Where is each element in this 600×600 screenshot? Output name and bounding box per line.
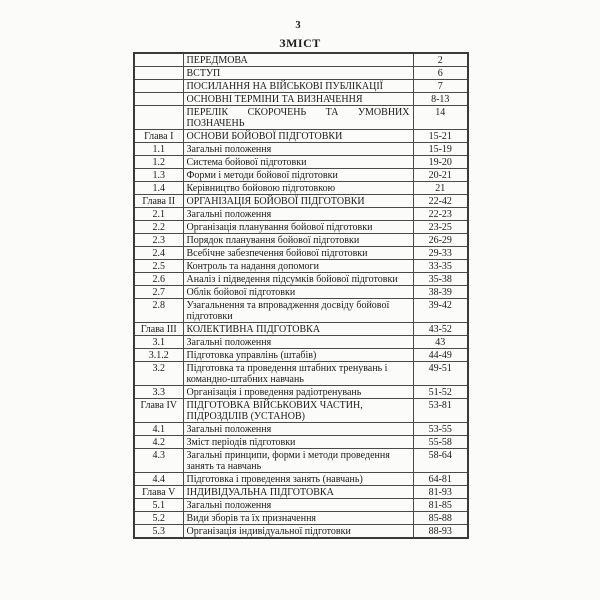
toc-row-pages: 14: [413, 106, 468, 130]
toc-row-pages: 81-93: [413, 486, 468, 499]
toc-row: [134, 53, 468, 67]
toc-row-num: 3.3: [134, 386, 183, 399]
toc-row-num: 5.2: [134, 512, 183, 525]
toc-row-num: 2.7: [134, 286, 183, 299]
toc-row-pages: 8-13: [413, 93, 468, 106]
toc-row: [134, 143, 468, 156]
toc-row: [134, 449, 468, 473]
toc-row-pages: 22-42: [413, 195, 468, 208]
toc-row: [134, 423, 468, 436]
toc-row-pages: 43: [413, 336, 468, 349]
toc-row-pages: 21: [413, 182, 468, 195]
toc-row-title: ОСНОВИ БОЙОВОЇ ПІДГОТОВКИ: [183, 130, 413, 143]
toc-row-num: 1.2: [134, 156, 183, 169]
toc-row-num: 3.1: [134, 336, 183, 349]
toc-row: [134, 221, 468, 234]
toc-row: [134, 336, 468, 349]
toc-row: [134, 525, 468, 539]
toc-row-pages: 85-88: [413, 512, 468, 525]
toc-row-num: 4.1: [134, 423, 183, 436]
toc-row-pages: 53-55: [413, 423, 468, 436]
toc-row-num: 2.1: [134, 208, 183, 221]
toc-row-title: Контроль та надання допомоги: [183, 260, 413, 273]
toc-row: [134, 473, 468, 486]
toc-row: [134, 486, 468, 499]
toc-row: [134, 286, 468, 299]
toc-row: [134, 260, 468, 273]
toc-row: [134, 399, 468, 423]
toc-row-num: Глава I: [134, 130, 183, 143]
toc-row: [134, 386, 468, 399]
toc-row-num: 3.2: [134, 362, 183, 386]
toc-row-title: ПІДГОТОВКА ВІЙСЬКОВИХ ЧАСТИН, ПІДРОЗДІЛІВ (УСТАНОВ): [183, 399, 413, 423]
toc-row-num: 1.1: [134, 143, 183, 156]
toc-row-pages: 38-39: [413, 286, 468, 299]
toc-row-pages: 15-21: [413, 130, 468, 143]
toc-row-title: КОЛЕКТИВНА ПІДГОТОВКА: [183, 323, 413, 336]
toc-row-pages: 55-58: [413, 436, 468, 449]
toc-row-title: ПЕРЕЛІК СКОРОЧЕНЬ ТА УМОВНИХ ПОЗНАЧЕНЬ: [183, 106, 413, 130]
toc-row-pages: 22-23: [413, 208, 468, 221]
toc-row-title: Загальні положення: [183, 143, 413, 156]
toc-row-pages: 7: [413, 80, 468, 93]
toc-row-num: 1.4: [134, 182, 183, 195]
toc-row-title: Підготовка та проведення штабних тренувань і командно-штабних навчань: [183, 362, 413, 386]
toc-row-num: Глава II: [134, 195, 183, 208]
toc-row-title: Узагальнення та впровадження досвіду бойової підготовки: [183, 299, 413, 323]
toc-row-title: ПОСИЛАННЯ НА ВІЙСЬКОВІ ПУБЛІКАЦІЇ: [183, 80, 413, 93]
toc-body: [134, 53, 468, 538]
toc-row-title: Порядок планування бойової підготовки: [183, 234, 413, 247]
toc-row-pages: 53-81: [413, 399, 468, 423]
toc-row-num: [134, 93, 183, 106]
toc-heading: ЗМІСТ: [279, 36, 321, 50]
toc-row-title: Зміст періодів підготовки: [183, 436, 413, 449]
toc-row-title: Форми і методи бойової підготовки: [183, 169, 413, 182]
toc-row-num: 2.4: [134, 247, 183, 260]
toc-row-num: 2.8: [134, 299, 183, 323]
toc-row: [134, 362, 468, 386]
toc-row-pages: 58-64: [413, 449, 468, 473]
toc-row-num: 5.1: [134, 499, 183, 512]
toc-row-num: 2.5: [134, 260, 183, 273]
toc-table: [133, 52, 469, 539]
toc-row-num: 2.2: [134, 221, 183, 234]
toc-row: [134, 273, 468, 286]
toc-row-pages: 49-51: [413, 362, 468, 386]
toc-row: [134, 436, 468, 449]
toc-row-title: Підготовка управлінь (штабів): [183, 349, 413, 362]
toc-row-pages: 29-33: [413, 247, 468, 260]
toc-row-title: Загальні положення: [183, 336, 413, 349]
toc-row-num: 4.2: [134, 436, 183, 449]
toc-row: [134, 182, 468, 195]
toc-row-pages: 88-93: [413, 525, 468, 539]
toc-row-num: [134, 106, 183, 130]
toc-row: [134, 349, 468, 362]
toc-row-pages: 23-25: [413, 221, 468, 234]
toc-row: [134, 67, 468, 80]
toc-row-num: [134, 53, 183, 67]
toc-row-num: [134, 80, 183, 93]
toc-row-num: [134, 67, 183, 80]
toc-row: [134, 106, 468, 130]
toc-row-num: 3.1.2: [134, 349, 183, 362]
toc-row-pages: 39-42: [413, 299, 468, 323]
toc-row-title: Загальні принципи, форми і методи проведення занять та навчань: [183, 449, 413, 473]
toc-row: [134, 512, 468, 525]
toc-row-pages: 64-81: [413, 473, 468, 486]
toc-row: [134, 80, 468, 93]
toc-row-num: 4.4: [134, 473, 183, 486]
toc-row-num: 2.6: [134, 273, 183, 286]
toc-row-pages: 6: [413, 67, 468, 80]
toc-row-title: Система бойової підготовки: [183, 156, 413, 169]
toc-row: [134, 299, 468, 323]
toc-row: [134, 208, 468, 221]
toc-row-pages: 51-52: [413, 386, 468, 399]
toc-row-title: ПЕРЕДМОВА: [183, 53, 413, 67]
toc-row-title: Організація і проведення радіотренувань: [183, 386, 413, 399]
toc-row-num: Глава IV: [134, 399, 183, 423]
toc-row-num: 2.3: [134, 234, 183, 247]
toc-row-title: Загальні положення: [183, 499, 413, 512]
toc-row-num: 4.3: [134, 449, 183, 473]
toc-row-title: ОРГАНІЗАЦІЯ БОЙОВОЇ ПІДГОТОВКИ: [183, 195, 413, 208]
toc-row-pages: 35-38: [413, 273, 468, 286]
toc-row-pages: 43-52: [413, 323, 468, 336]
toc-row-title: Загальні положення: [183, 208, 413, 221]
toc-row-num: 5.3: [134, 525, 183, 539]
toc-row-pages: 81-85: [413, 499, 468, 512]
toc-row: [134, 156, 468, 169]
toc-row-title: ВСТУП: [183, 67, 413, 80]
toc-row-pages: 33-35: [413, 260, 468, 273]
toc-row-title: Види зборів та їх призначення: [183, 512, 413, 525]
toc-row-title: ОСНОВНІ ТЕРМІНИ ТА ВИЗНАЧЕННЯ: [183, 93, 413, 106]
toc-row-title: Підготовка і проведення занять (навчань): [183, 473, 413, 486]
toc-row-pages: 20-21: [413, 169, 468, 182]
toc-row: [134, 169, 468, 182]
toc-row-pages: 19-20: [413, 156, 468, 169]
toc-row-pages: 2: [413, 53, 468, 67]
toc-row-title: Загальні положення: [183, 423, 413, 436]
toc-row-title: Організація індивідуальної підготовки: [183, 525, 413, 539]
toc-row-pages: 15-19: [413, 143, 468, 156]
toc-row-title: Керівництво бойовою підготовкою: [183, 182, 413, 195]
toc-row: [134, 195, 468, 208]
toc-row-num: Глава V: [134, 486, 183, 499]
toc-row-num: Глава III: [134, 323, 183, 336]
toc-row: [134, 130, 468, 143]
toc-row-title: ІНДИВІДУАЛЬНА ПІДГОТОВКА: [183, 486, 413, 499]
toc-row: [134, 234, 468, 247]
toc-row-title: Всебічне забезпечення бойової підготовки: [183, 247, 413, 260]
page-number: 3: [295, 20, 301, 31]
toc-row: [134, 247, 468, 260]
toc-row: [134, 499, 468, 512]
toc-row-title: Організація планування бойової підготовки: [183, 221, 413, 234]
toc-row-pages: 26-29: [413, 234, 468, 247]
toc-row-num: 1.3: [134, 169, 183, 182]
toc-row-pages: 44-49: [413, 349, 468, 362]
toc-row: [134, 93, 468, 106]
toc-row-title: Аналіз і підведення підсумків бойової підготовки: [183, 273, 413, 286]
toc-row-title: Облік бойової підготовки: [183, 286, 413, 299]
toc-row: [134, 323, 468, 336]
